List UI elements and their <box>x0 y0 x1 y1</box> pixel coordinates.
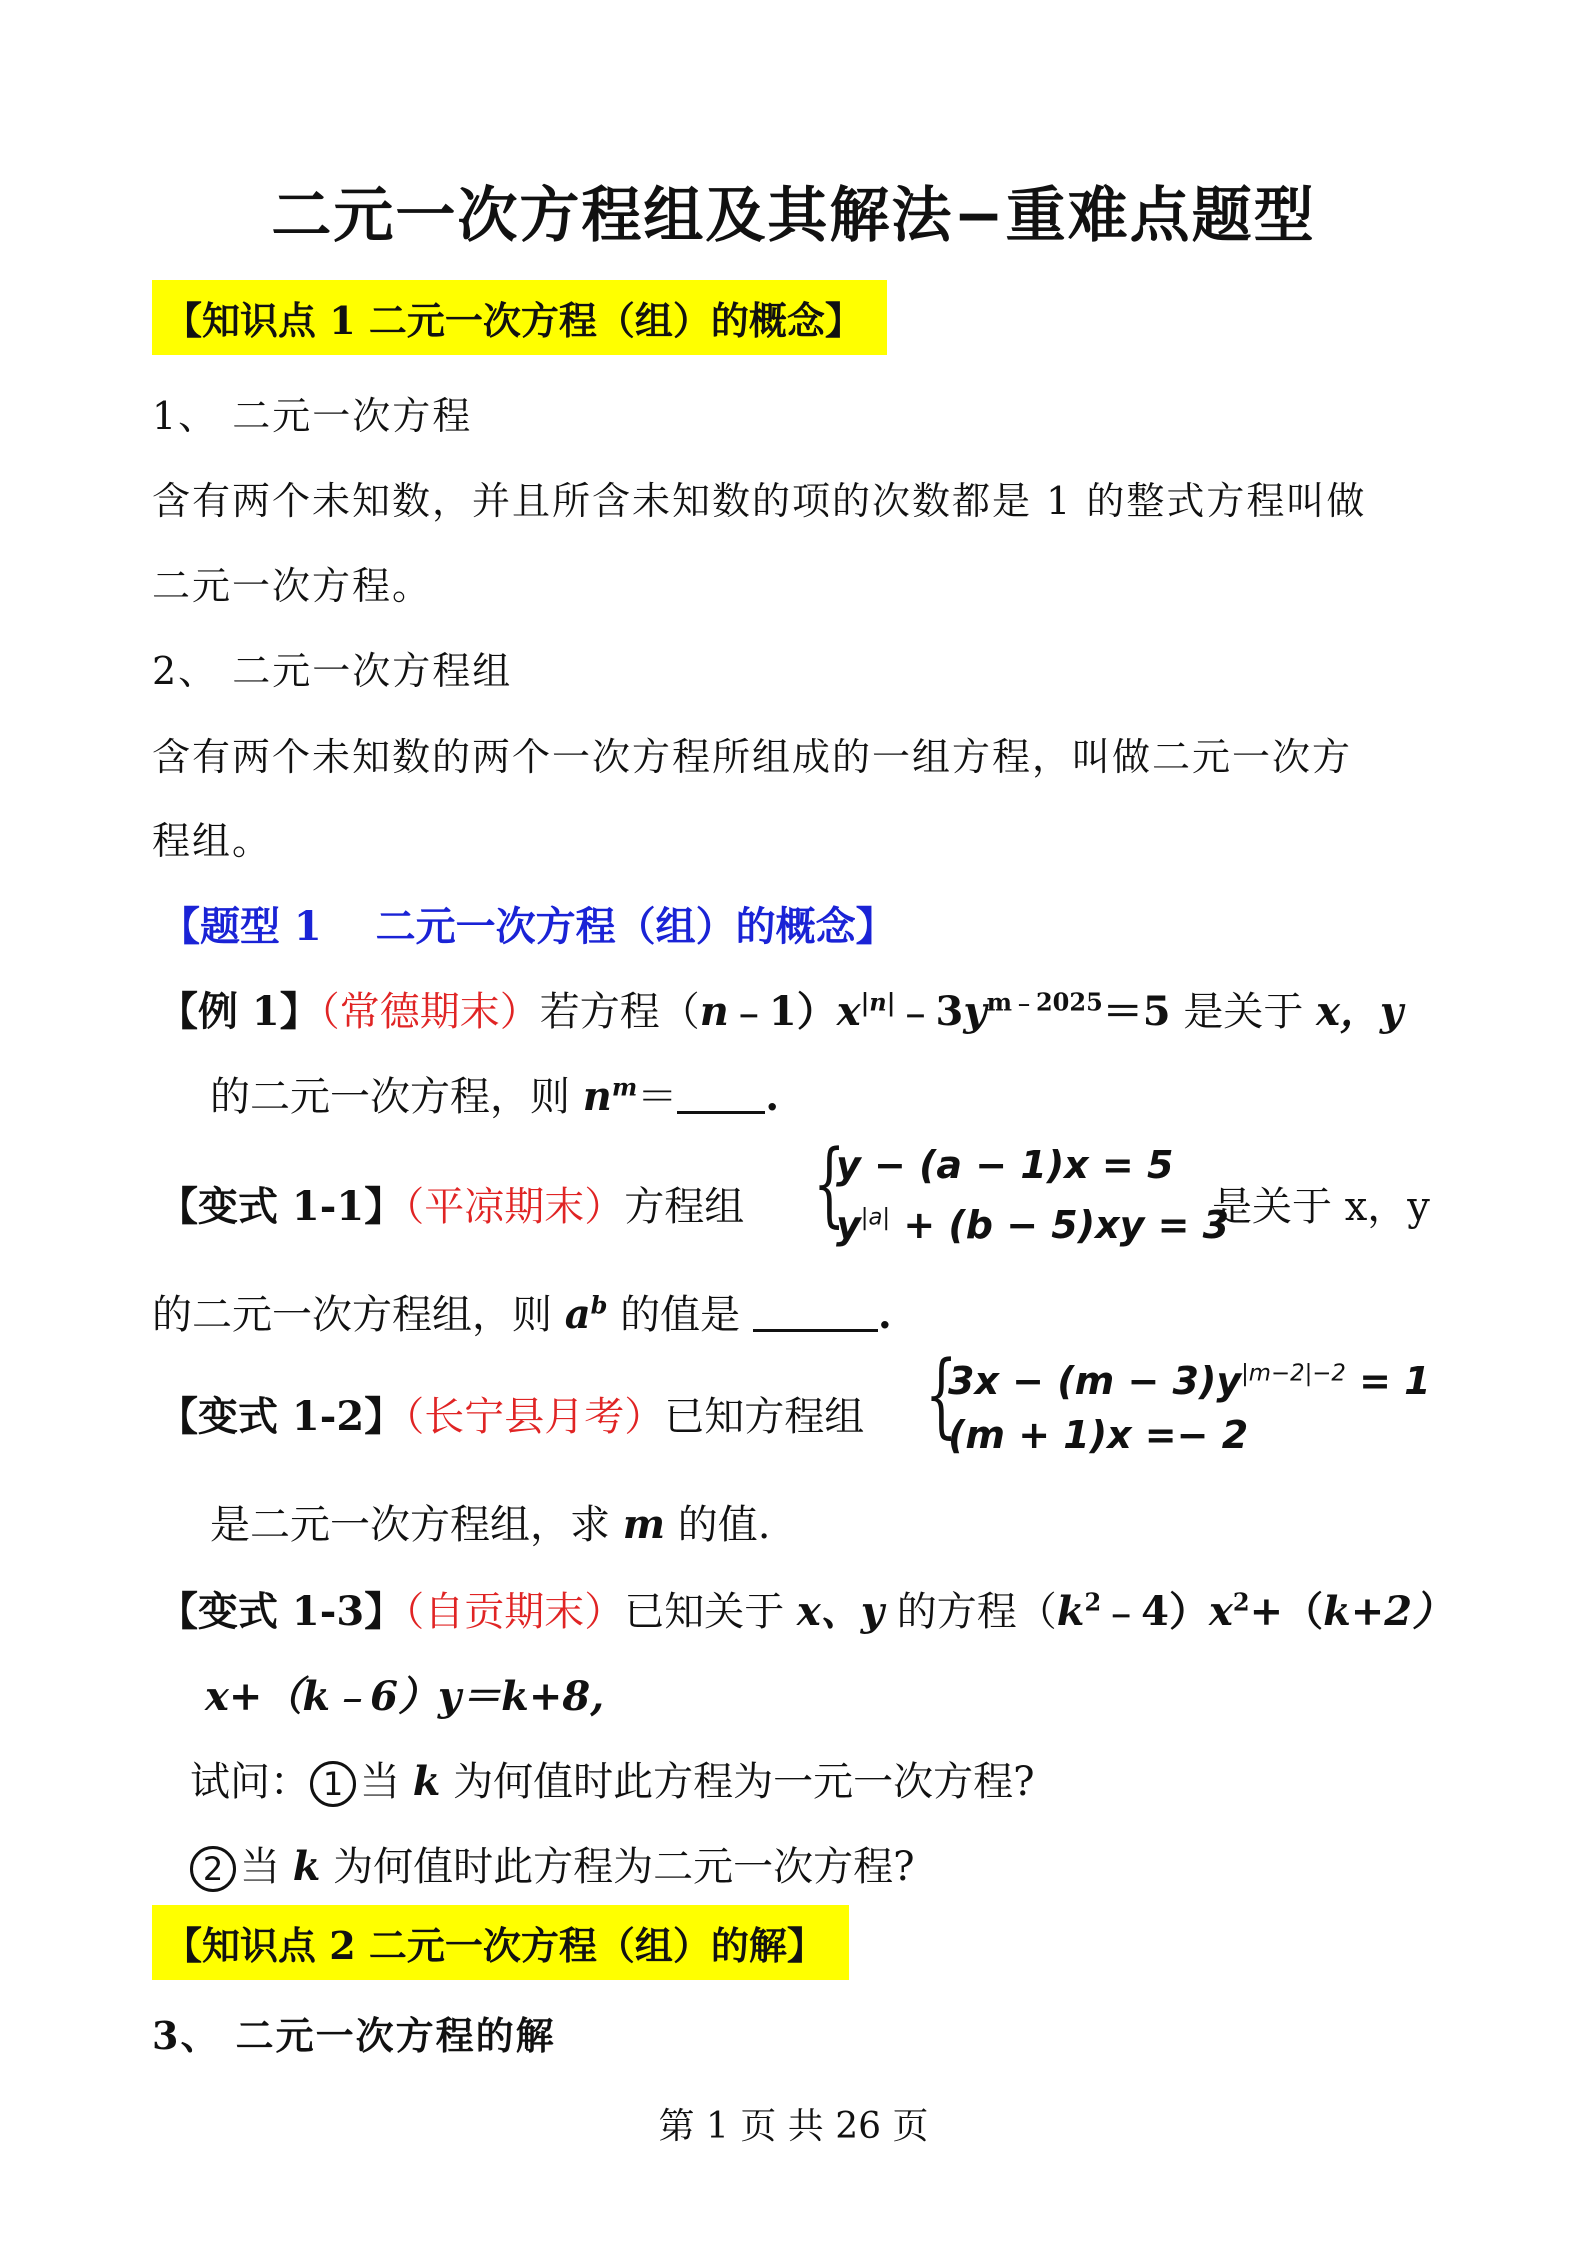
page-footer: 第 1 页 共 26 页 <box>658 2106 929 2147</box>
system-equation-2 <box>836 1203 1229 1247</box>
variant-1-3-tag: 【变式 1-3】 <box>158 1588 405 1635</box>
variant-1-3-text: 已知关于 <box>624 1589 797 1635</box>
page-title: 二元一次方程组及其解法−重难点题型 <box>271 181 1316 251</box>
exponent-2: 2 <box>1084 1587 1102 1617</box>
period: . <box>877 1291 892 1338</box>
example-1-tail: 是关于 <box>1170 989 1317 1035</box>
variant-1-1-line-1 <box>158 1175 744 1232</box>
q1-text-a: 当 <box>360 1759 413 1805</box>
variant-1-1-tag: 【变式 1-1】 <box>158 1183 405 1230</box>
left-brace-icon: { <box>925 1341 958 1448</box>
vars-xy: x，y <box>1316 988 1404 1035</box>
answer-blank[interactable] <box>677 1075 765 1114</box>
example-1-minus-3: ﹣3 <box>895 988 964 1035</box>
var-x: x <box>1209 1588 1233 1635</box>
var-k: k <box>412 1758 441 1805</box>
variant-1-2-source: （长宁县月考） <box>404 1394 665 1440</box>
eq2-y: y <box>836 1203 861 1247</box>
var-y: y <box>963 988 987 1035</box>
example-1-tag: 【例 1】 <box>158 988 320 1035</box>
section-2-heading: 2、 二元一次方程组 <box>152 649 513 693</box>
exponent-abs-n: |n| <box>860 987 896 1017</box>
variant-1-2-line-2 <box>210 1493 770 1550</box>
variant-1-3-line-2: x+（k﹣6）y＝k+8, <box>205 1673 605 1720</box>
k-plus-2: k+2） <box>1323 1588 1453 1635</box>
variant-1-1-source: （平凉期末） <box>404 1184 625 1230</box>
variant-1-1-line2-tail: 的值是 <box>607 1292 753 1338</box>
q2-text-b: 为何值时此方程为二元一次方程? <box>320 1844 915 1890</box>
variant-1-2-line2-text: 是二元一次方程组，求 <box>210 1502 623 1548</box>
variant-1-3-line-1 <box>158 1580 1452 1637</box>
example-1-eq5: ＝5 <box>1102 988 1171 1035</box>
exponent-b: b <box>590 1290 608 1320</box>
variant-1-3-source: （自贡期末） <box>404 1589 625 1635</box>
eq1-right: = 1 <box>1345 1359 1431 1403</box>
exponent-abs-m-2: |m−2|−2 <box>1241 1360 1346 1387</box>
circled-number-2-icon: 2 <box>190 1846 236 1892</box>
plus: +（ <box>1249 1588 1324 1635</box>
minus-4: ﹣4） <box>1101 1588 1209 1635</box>
section-2-definition-line-2: 程组。 <box>152 819 273 863</box>
section-1-definition-line-1: 含有两个未知数，并且所含未知数的项的次数都是 1 的整式方程叫做 <box>152 479 1367 523</box>
equals-sign: ＝ <box>637 1074 678 1120</box>
system-equation-1: y − (a − 1)x = 5 <box>836 1143 1174 1187</box>
var-a: a <box>564 1291 591 1338</box>
question-lead: 试问： <box>190 1759 310 1805</box>
var-x: x <box>836 988 861 1035</box>
answer-blank[interactable] <box>753 1293 878 1332</box>
q1-text-b: 为何值时此方程为一元一次方程? <box>440 1759 1035 1805</box>
exponent-abs-a: |a| <box>860 1204 891 1231</box>
var-n: n <box>582 1073 612 1120</box>
circled-number-1-icon: 1 <box>310 1761 356 1807</box>
example-1-minus-1: ﹣1） <box>728 988 837 1035</box>
variant-1-1-lead: 方程组 <box>624 1184 745 1230</box>
var-k: k <box>292 1843 321 1890</box>
exponent-2: 2 <box>1232 1587 1250 1617</box>
example-1-line-2 <box>210 1065 779 1122</box>
variant-1-1-line2-text: 的二元一次方程组，则 <box>152 1292 565 1338</box>
variant-1-3-text-b: 的方程（ <box>884 1589 1057 1635</box>
variant-1-2-line2-tail: 的值. <box>665 1502 771 1548</box>
vars-xy: x、y <box>796 1588 885 1635</box>
section-2-definition-line-1: 含有两个未知数的两个一次方程所组成的一组方程，叫做二元一次方 <box>152 735 1353 779</box>
knowledge-point-2-heading: 【知识点 2 二元一次方程（组）的解】 <box>152 1905 849 1980</box>
question-2 <box>190 1835 915 1892</box>
var-k: k <box>1056 1588 1085 1635</box>
system-equation-1 <box>948 1359 1431 1403</box>
system-equation-2: (m + 1)x =− 2 <box>948 1413 1249 1457</box>
q2-text-a: 当 <box>240 1844 293 1890</box>
question-type-1-heading: 【题型 1 二元一次方程（组）的概念】 <box>160 903 896 950</box>
exponent-m-2025: m﹣2025 <box>986 987 1103 1017</box>
question-1 <box>190 1750 1035 1807</box>
example-1-source: （常德期末） <box>319 989 540 1035</box>
example-1-line-1 <box>158 980 1403 1037</box>
var-n: n <box>699 988 729 1035</box>
section-3-heading: 3、 二元一次方程的解 <box>152 2013 556 2058</box>
period: . <box>765 1073 780 1120</box>
variant-1-1-tail: 是关于 x，y <box>1212 1184 1430 1230</box>
example-1-text: 若方程（ <box>539 989 700 1035</box>
variant-1-1-line-2 <box>152 1283 892 1340</box>
knowledge-point-1-heading: 【知识点 1 二元一次方程（组）的概念】 <box>152 280 887 355</box>
eq1-left: 3x − (m − 3)y <box>948 1359 1242 1403</box>
example-1-line2-text: 的二元一次方程，则 <box>210 1074 583 1120</box>
variant-1-2-lead: 已知方程组 <box>664 1394 865 1440</box>
section-1-heading: 1、 二元一次方程 <box>152 394 473 438</box>
variant-1-2-line-1 <box>158 1385 864 1442</box>
section-1-definition-line-2: 二元一次方程。 <box>152 564 433 608</box>
left-brace-icon: { <box>813 1130 846 1237</box>
eq2-rest: + (b − 5)xy = 3 <box>890 1203 1230 1247</box>
exponent-m: m <box>611 1072 638 1102</box>
variant-1-2-tag: 【变式 1-2】 <box>158 1393 405 1440</box>
var-m: m <box>622 1501 666 1548</box>
